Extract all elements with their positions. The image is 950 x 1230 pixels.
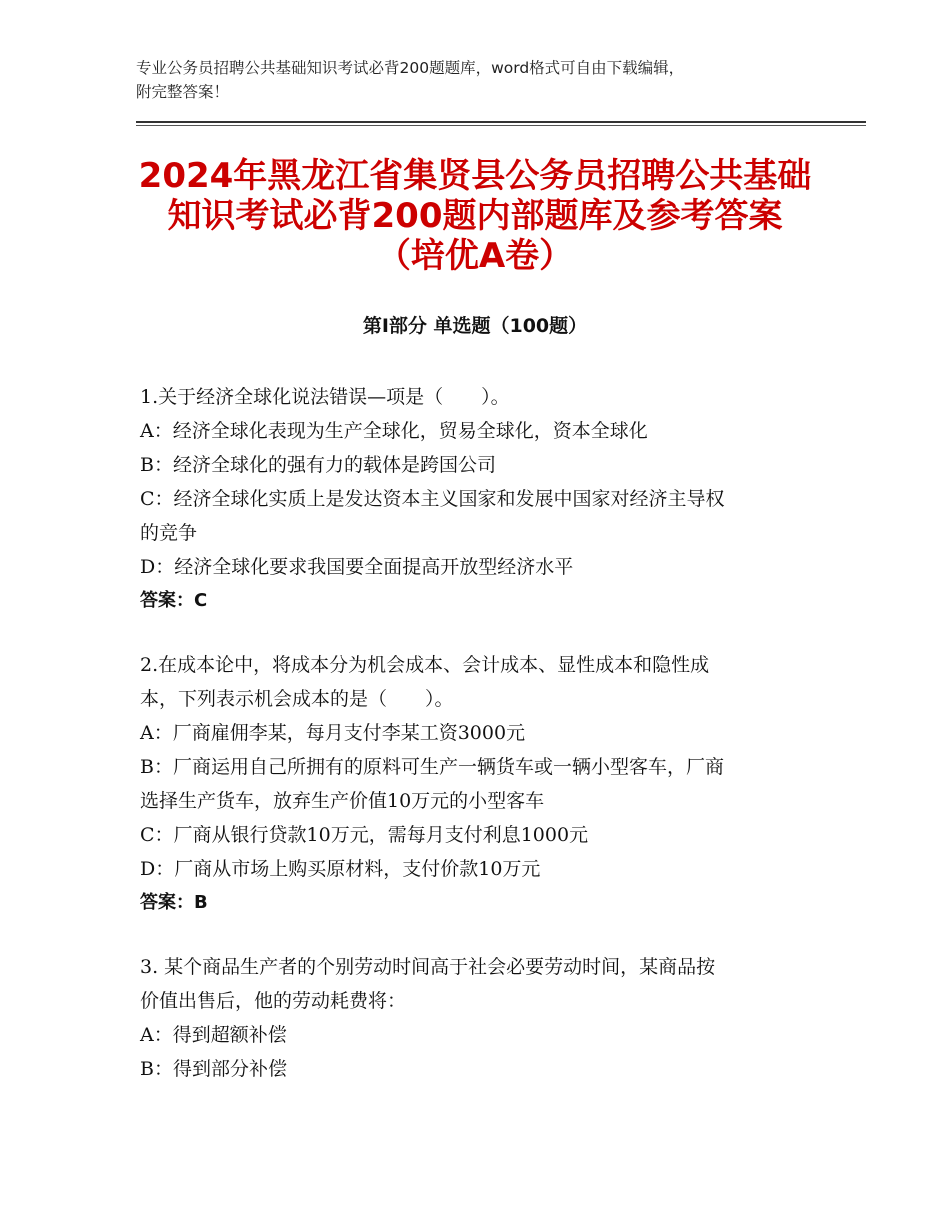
question-2-option-b: B：厂商运用自己所拥有的原料可生产一辆货车或一辆小型客车，厂商 xyxy=(140,756,724,778)
document-title-line-2: 知识考试必背200题内部题库及参考答案 xyxy=(167,196,783,236)
question-3-option-b: B：得到部分补偿 xyxy=(140,1058,287,1080)
question-1-answer: 答案：C xyxy=(140,590,208,611)
header-divider-thin xyxy=(136,125,866,126)
document-title-line-1: 2024年黑龙江省集贤县公务员招聘公共基础 xyxy=(138,156,812,196)
question-2-stem: 2.在成本论中，将成本分为机会成本、会计成本、显性成本和隐性成 xyxy=(140,654,710,676)
question-list xyxy=(140,380,820,1116)
question-1-option-b: B：经济全球化的强有力的载体是跨国公司 xyxy=(140,454,496,476)
question-2-option-c: C：厂商从银行贷款10万元，需每月支付利息1000元 xyxy=(140,824,589,846)
question-1-option-a: A：经济全球化表现为生产全球化，贸易全球化，资本全球化 xyxy=(140,420,648,442)
section-heading: 第I部分 单选题（100题） xyxy=(362,315,588,337)
question-1-option-d: D：经济全球化要求我国要全面提高开放型经济水平 xyxy=(140,556,574,578)
header-note xyxy=(136,56,826,104)
question-3 xyxy=(140,950,820,1086)
question-1-stem: 1.关于经济全球化说法错误—项是（ ）。 xyxy=(140,386,510,408)
question-1-option-c: C：经济全球化实质上是发达资本主义国家和发展中国家对经济主导权 xyxy=(140,488,725,510)
question-1-option-c-cont: 的竞争 xyxy=(140,522,198,544)
question-1 xyxy=(140,380,820,618)
question-3-option-a: A：得到超额补偿 xyxy=(140,1024,287,1046)
question-2-option-d: D：厂商从市场上购买原材料，支付价款10万元 xyxy=(140,858,541,880)
question-2-option-b-cont: 选择生产货车，放弃生产价值10万元的小型客车 xyxy=(140,790,545,812)
question-3-stem-cont: 价值出售后，他的劳动耗费将： xyxy=(140,990,407,1012)
question-2-answer: 答案：B xyxy=(140,892,208,913)
question-2 xyxy=(140,648,820,920)
document-title xyxy=(100,156,850,276)
question-3-stem: 3. 某个商品生产者的个别劳动时间高于社会必要劳动时间，某商品按 xyxy=(140,956,716,978)
document-title-line-3: （培优A卷） xyxy=(376,236,574,276)
question-2-stem-cont: 本，下列表示机会成本的是（ ）。 xyxy=(140,688,454,710)
question-2-option-a: A：厂商雇佣李某，每月支付李某工资3000元 xyxy=(140,722,526,744)
header-divider-thick xyxy=(136,121,866,123)
header-note-line-2: 附完整答案！ xyxy=(136,83,230,101)
header-note-line-1: 专业公务员招聘公共基础知识考试必背200题题库，word格式可自由下载编辑， xyxy=(136,59,685,77)
